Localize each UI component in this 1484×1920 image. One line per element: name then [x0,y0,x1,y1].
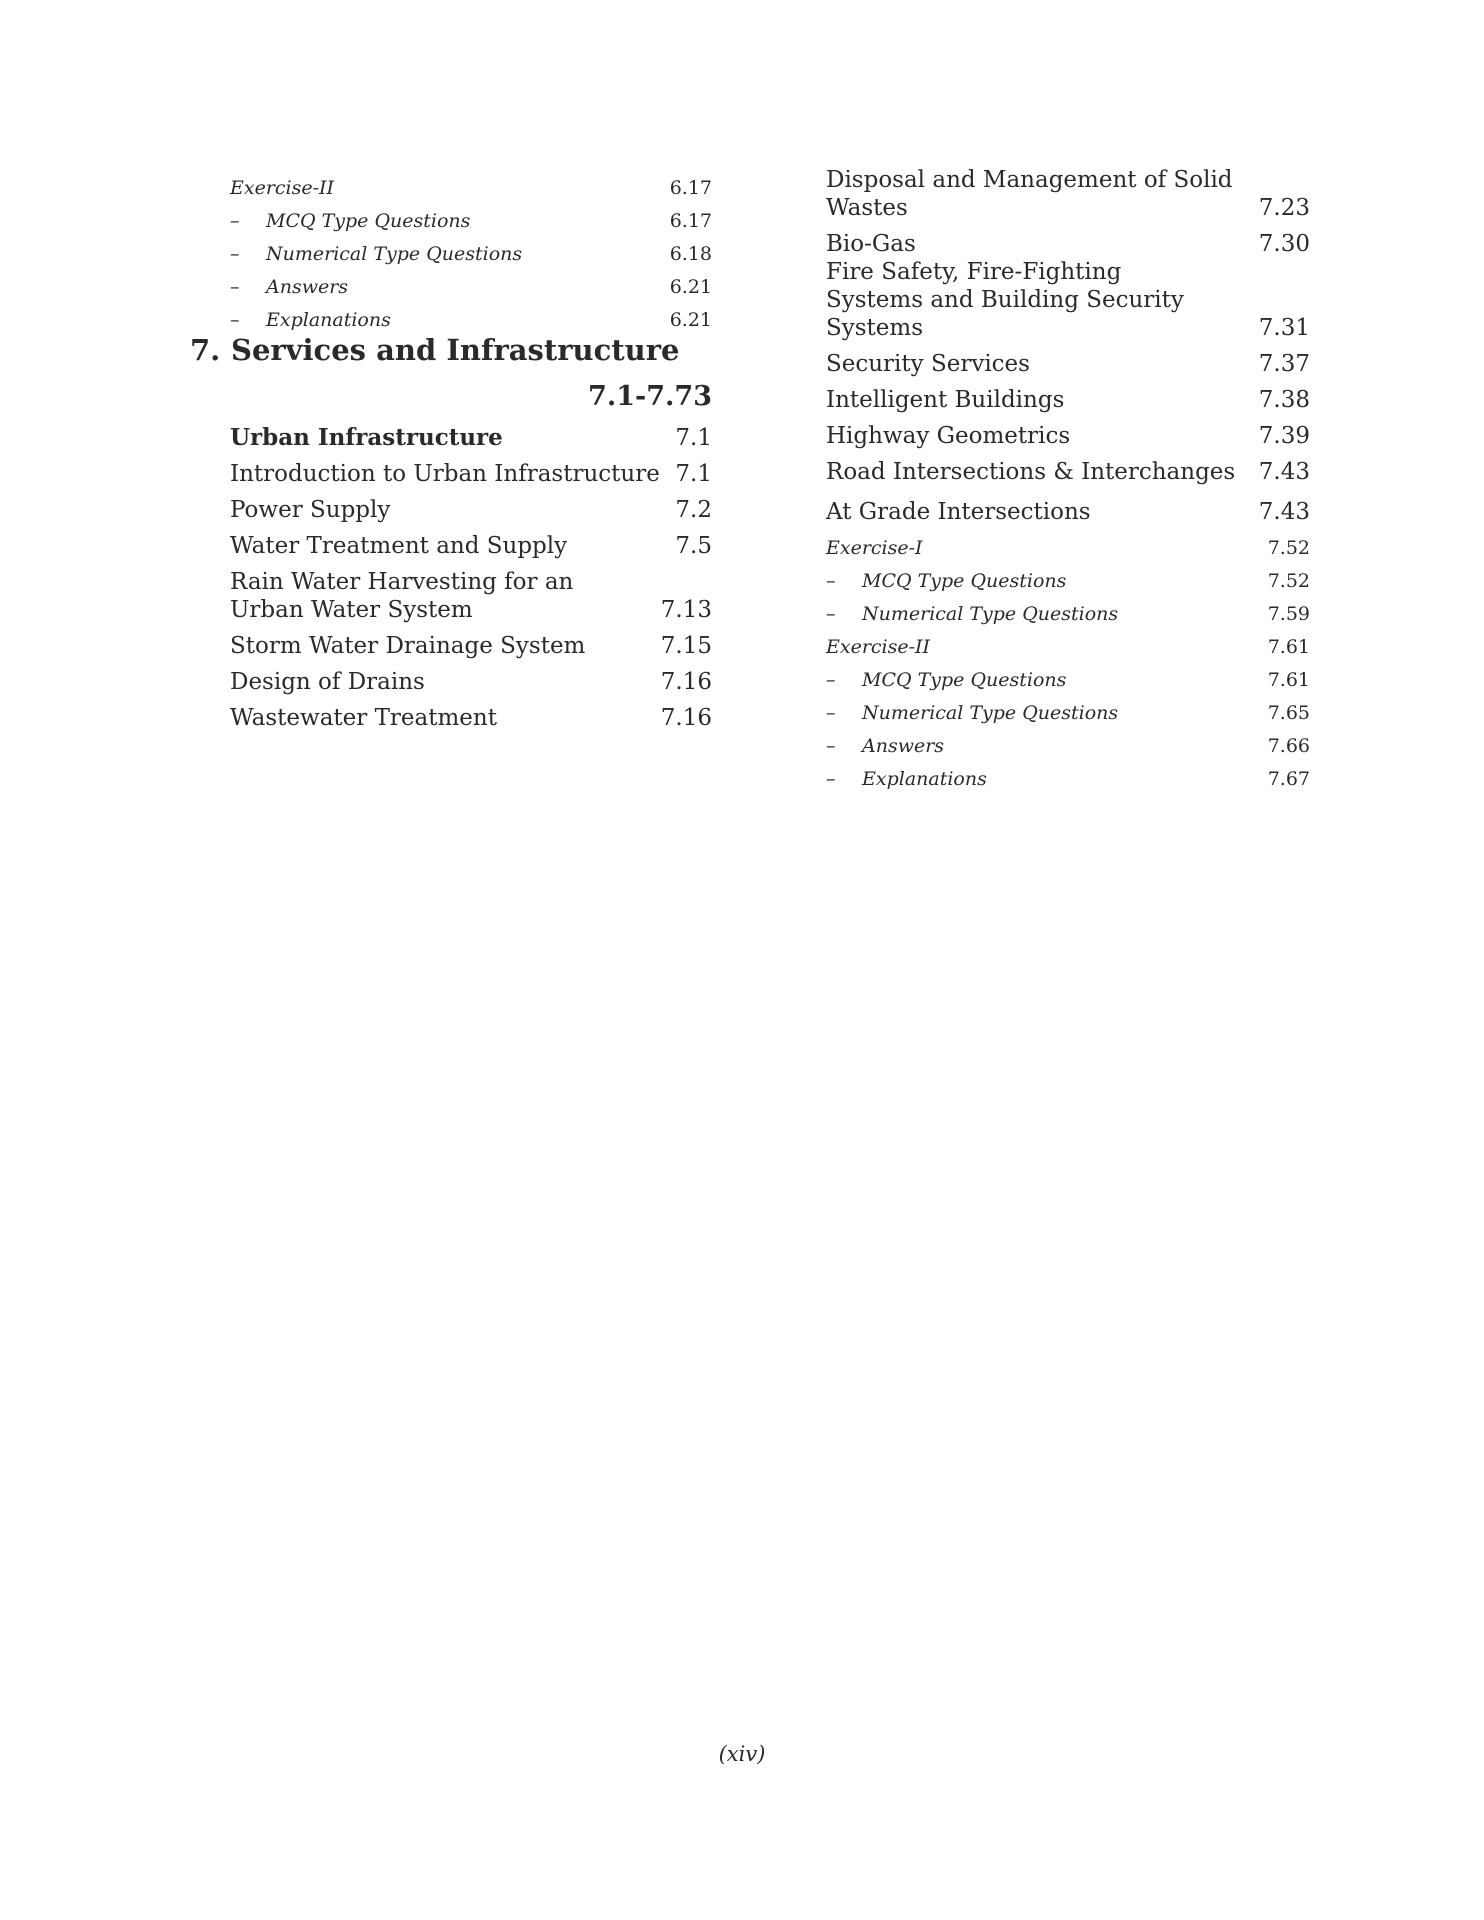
toc-entry-title: Power Supply [230,497,391,523]
toc-entry-title: Bio-Gas [826,231,916,257]
toc-entry-page: 7.52 [1267,570,1310,592]
toc-entry-title: Water Treatment and Supply [230,533,568,559]
toc-entry-title: MCQ Type Questions [266,210,471,232]
toc-entry-page: 7.5 [675,533,712,559]
toc-entry-page: 7.43 [1258,459,1310,485]
dash-bullet: – [826,669,836,691]
toc-entry-row[interactable] [230,696,712,732]
toc-subentry-row[interactable] [230,298,712,331]
toc-entry-page: 7.13 [660,597,712,623]
dash-bullet: – [826,702,836,724]
toc-entry-page: 7.31 [1258,315,1310,341]
toc-entry-page: 6.17 [669,177,712,199]
toc-entry-title: Fire Safety, Fire-Fighting Systems and Building Security Systems [826,259,1184,341]
toc-entry-page: 7.23 [1258,195,1310,221]
chapter-heading[interactable] [190,333,712,412]
toc-entry-page: 7.1 [675,425,712,451]
toc-subentry-row[interactable] [230,232,712,265]
toc-entry-title: At Grade Intersections [826,499,1091,525]
toc-entry-page: 7.61 [1267,669,1310,691]
toc-entry-title: Explanations [266,309,391,331]
toc-entry-page: 7.30 [1258,231,1310,257]
toc-entry-title: Exercise-II [230,177,335,199]
toc-entry-title: Answers [266,276,349,298]
chapter-title: Services and Infrastructure [231,333,680,367]
toc-entry-page: 7.16 [660,669,712,695]
toc-entry-title: Wastewater Treatment [230,705,497,731]
toc-entry-page: 6.17 [669,210,712,232]
toc-entry-page: 7.16 [660,705,712,731]
toc-entry-row[interactable] [230,524,712,560]
toc-entry-page: 7.38 [1258,387,1310,413]
toc-entry-title: Numerical Type Questions [862,603,1119,625]
left-column-sections [230,416,712,732]
toc-entry-title: Highway Geometrics [826,423,1071,449]
toc-entry-page: 6.21 [669,276,712,298]
toc-entry-row[interactable] [230,488,712,524]
toc-subentry-row[interactable] [826,724,1310,757]
toc-entry-page: 6.21 [669,309,712,331]
toc-entry-title: Security Services [826,351,1030,377]
dash-bullet: – [230,243,240,265]
toc-entry-row[interactable] [826,258,1310,342]
page-number-footer: (xiv) [718,1742,766,1766]
dash-bullet: – [230,309,240,331]
toc-entry-page: 7.2 [675,497,712,523]
toc-entry-row[interactable] [230,660,712,696]
toc-exercise-row[interactable] [230,166,712,199]
toc-subentry-row[interactable] [826,691,1310,724]
toc-subentry-row[interactable] [826,658,1310,691]
toc-entry-row[interactable] [826,450,1310,486]
dash-bullet: – [826,735,836,757]
chapter-page-range: 7.1-7.73 [588,381,712,412]
toc-entry-title: Urban Infrastructure [230,424,503,451]
toc-entry-row[interactable] [230,560,712,624]
toc-entry-row[interactable] [826,486,1310,526]
toc-entry-title: Rain Water Harvesting for an Urban Water System [230,569,574,623]
dash-bullet: – [826,603,836,625]
toc-entry-row[interactable] [230,452,712,488]
toc-entry-row[interactable] [826,166,1310,222]
toc-entry-row[interactable] [826,222,1310,258]
toc-entry-row[interactable] [826,342,1310,378]
toc-entry-title: Exercise-II [826,636,931,658]
dash-bullet: – [826,570,836,592]
toc-section-heading[interactable] [230,416,712,452]
toc-entry-title: Numerical Type Questions [266,243,523,265]
dash-bullet: – [230,210,240,232]
toc-entry-title: MCQ Type Questions [862,570,1067,592]
toc-entry-page: 7.39 [1258,423,1310,449]
toc-entry-row[interactable] [230,624,712,660]
toc-entry-row[interactable] [826,414,1310,450]
toc-entry-title: Design of Drains [230,669,425,695]
toc-entry-title: Numerical Type Questions [862,702,1119,724]
toc-subentry-row[interactable] [826,757,1310,790]
toc-entry-page: 7.66 [1267,735,1310,757]
toc-entry-title: Explanations [862,768,987,790]
toc-entry-page: 7.61 [1267,636,1310,658]
toc-entry-title: Disposal and Management of Solid Wastes [826,167,1233,221]
toc-entry-page: 6.18 [669,243,712,265]
toc-entry-title: Exercise-I [826,537,923,559]
dash-bullet: – [230,276,240,298]
toc-entry-page: 7.65 [1267,702,1310,724]
toc-entry-title: Intelligent Buildings [826,387,1065,413]
toc-entry-page: 7.67 [1267,768,1310,790]
toc-entry-title: Storm Water Drainage System [230,633,586,659]
toc-entry-title: Road Intersections & Interchanges [826,459,1236,485]
left-column-top [230,166,712,331]
toc-entry-title: Answers [862,735,945,757]
toc-subentry-row[interactable] [230,265,712,298]
chapter-number: 7. [190,333,221,367]
toc-subentry-row[interactable] [230,199,712,232]
toc-exercise-row[interactable] [826,625,1310,658]
toc-entry-page: 7.1 [675,461,712,487]
toc-entry-title: Introduction to Urban Infrastructure [230,461,660,487]
toc-exercise-row[interactable] [826,526,1310,559]
toc-entry-page: 7.15 [660,633,712,659]
toc-entry-page: 7.52 [1267,537,1310,559]
toc-entry-row[interactable] [826,378,1310,414]
dash-bullet: – [826,768,836,790]
right-column [826,166,1310,790]
toc-subentry-row[interactable] [826,592,1310,625]
toc-entry-page: 7.43 [1258,499,1310,525]
toc-subentry-row[interactable] [826,559,1310,592]
toc-entry-page: 7.37 [1258,351,1310,377]
toc-entry-title: MCQ Type Questions [862,669,1067,691]
toc-entry-page: 7.59 [1267,603,1310,625]
